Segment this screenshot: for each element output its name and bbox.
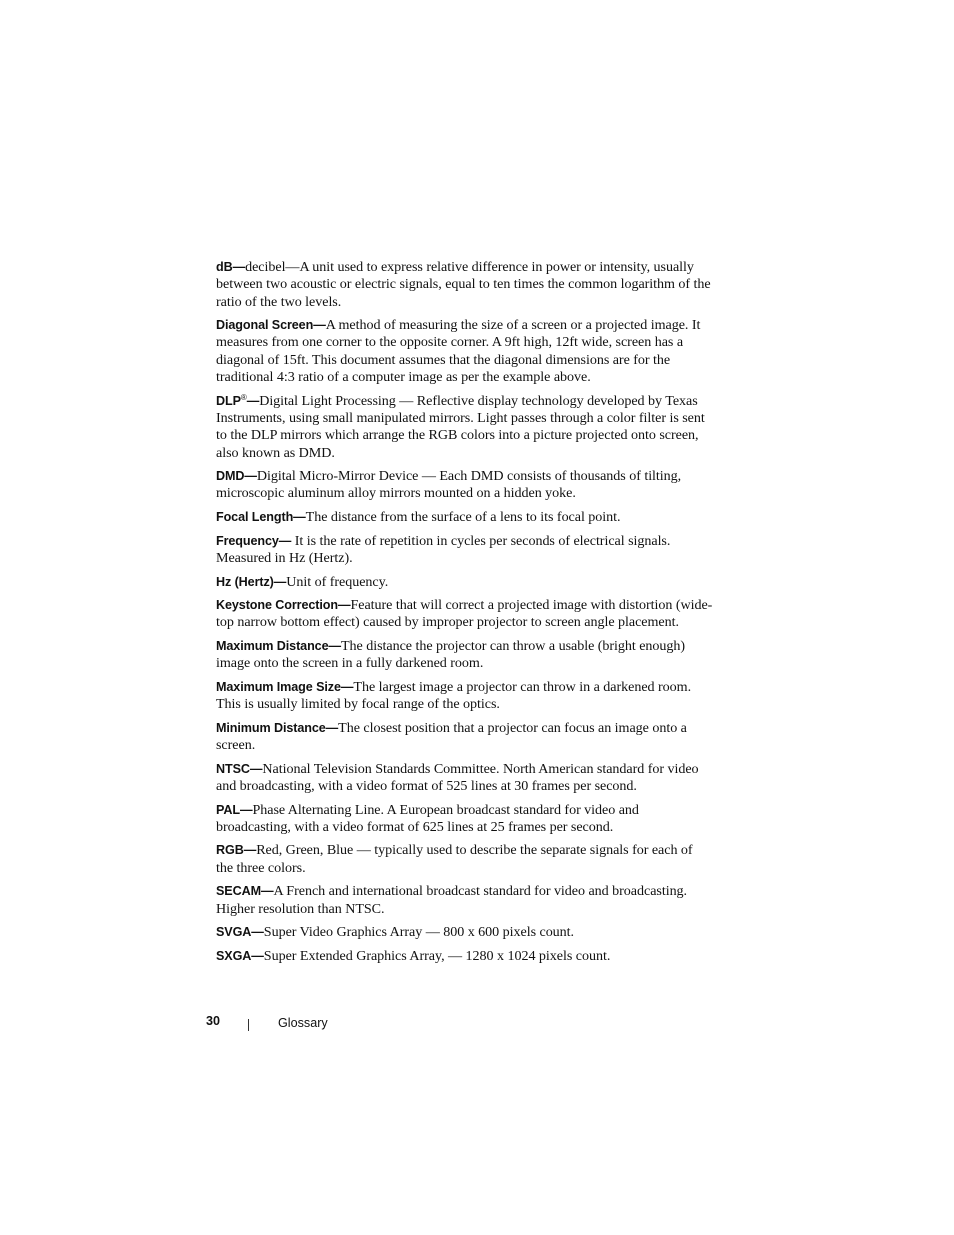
glossary-entry-secam [216, 883, 713, 918]
glossary-term: dB— [216, 260, 246, 274]
glossary-term: Minimum Distance— [216, 720, 339, 735]
glossary-entry-svga [216, 924, 713, 941]
glossary-term: DLP®— [216, 392, 260, 408]
glossary-term: SECAM— [216, 884, 274, 899]
glossary-entry-minimum-distance [216, 720, 713, 755]
glossary-definition: Phase Alternating Line. A European broadcast standard for video and broadcasting, with a video format of 625 lines at 25 frames per second. [216, 801, 639, 835]
glossary-term: DMD— [216, 469, 257, 484]
glossary-term: SXGA— [216, 948, 264, 963]
glossary-term: Maximum Distance— [216, 639, 341, 654]
glossary-entry-dlp [216, 393, 713, 462]
glossary-definition: A method of measuring the size of a screen or a projected image. It measures from one corner to the opposite corner. A 9ft high, 12ft wide, screen has a diagonal of 15ft. This document assumes that the diagonal dimensions are for the traditional 4:3 ratio of a computer image as per the example above. [216, 317, 701, 386]
glossary-entry-rgb [216, 842, 713, 877]
glossary-definition: Digital Light Processing — Reflective display technology developed by Texas Instruments, using small manipulated mirrors. Light passes through a color filter is sent to the DLP mirrors which arrange the RGB colors into a picture projected onto screen, also known as DMD. [216, 392, 705, 461]
glossary-list [216, 259, 713, 971]
glossary-term: SVGA— [216, 925, 264, 940]
glossary-term: Diagonal Screen— [216, 318, 326, 333]
glossary-definition: The largest image a projector can throw in a darkened room. This is usually limited by focal range of the optics. [216, 678, 692, 713]
glossary-entry-maximum-distance [216, 638, 713, 673]
glossary-entry-pal [216, 802, 713, 837]
glossary-term: RGB— [216, 843, 257, 858]
glossary-definition: Super Extended Graphics Array, — 1280 x 1024 pixels count. [263, 947, 611, 964]
glossary-definition: The distance the projector can throw a usable (bright enough) image onto the screen in a fully darkened room. [216, 638, 686, 672]
glossary-entry-ntsc [216, 761, 713, 796]
glossary-entry-hz [216, 574, 713, 591]
glossary-definition: Feature that will correct a projected image with distortion (wide-top narrow bottom effect) caused by improper projector to screen angle placement. [216, 597, 713, 631]
glossary-definition: The distance from the surface of a lens to its focal point. [305, 509, 621, 526]
glossary-entry-frequency [216, 533, 713, 568]
footer-divider [248, 1019, 249, 1031]
glossary-definition: Unit of frequency. [286, 573, 389, 590]
glossary-definition: It is the rate of repetition in cycles per seconds of electrical signals. Measured in Hz (Hertz). [216, 532, 671, 566]
glossary-term: Focal Length— [216, 510, 306, 525]
glossary-term: Hz (Hertz)— [216, 574, 287, 589]
glossary-definition: Super Video Graphics Array — 800 x 600 pixels count. [263, 924, 575, 941]
glossary-entry-dmd [216, 468, 713, 503]
glossary-entry-diagonal-screen [216, 317, 713, 386]
glossary-definition: A French and international broadcast standard for video and broadcasting. Higher resolution than NTSC. [216, 883, 688, 917]
registered-mark: ® [240, 392, 247, 402]
glossary-definition: National Television Standards Committee. North American standard for video and broadcasting, with a video format of 525 lines at 30 frames per second. [216, 760, 699, 794]
glossary-definition: Red, Green, Blue — typically used to describe the separate signals for each of the three colors. [216, 842, 693, 876]
page-number: 30 [206, 1014, 221, 1028]
glossary-entry-sxga [216, 948, 713, 965]
glossary-term: Maximum Image Size— [216, 679, 354, 694]
glossary-definition: Digital Micro-Mirror Device — Each DMD consists of thousands of tilting, microscopic aluminum alloy mirrors mounted on a hidden yoke. [216, 468, 682, 502]
glossary-term: Frequency— [216, 533, 292, 548]
glossary-entry-keystone-correction [216, 597, 713, 632]
glossary-entry-db [216, 259, 713, 311]
glossary-term: PAL— [216, 802, 253, 817]
glossary-term: NTSC— [216, 761, 263, 776]
glossary-term: Keystone Correction— [216, 598, 351, 613]
section-name: Glossary [278, 1016, 328, 1030]
glossary-definition: decibel—A unit used to express relative difference in power or intensity, usually between two acoustic or electric signals, equal to ten times the common logarithm of the ratio of the two levels. [216, 259, 711, 310]
glossary-entry-focal-length [216, 509, 713, 526]
glossary-entry-maximum-image-size [216, 679, 713, 714]
glossary-definition: The closest position that a projector can focus an image onto a screen. [216, 719, 687, 754]
